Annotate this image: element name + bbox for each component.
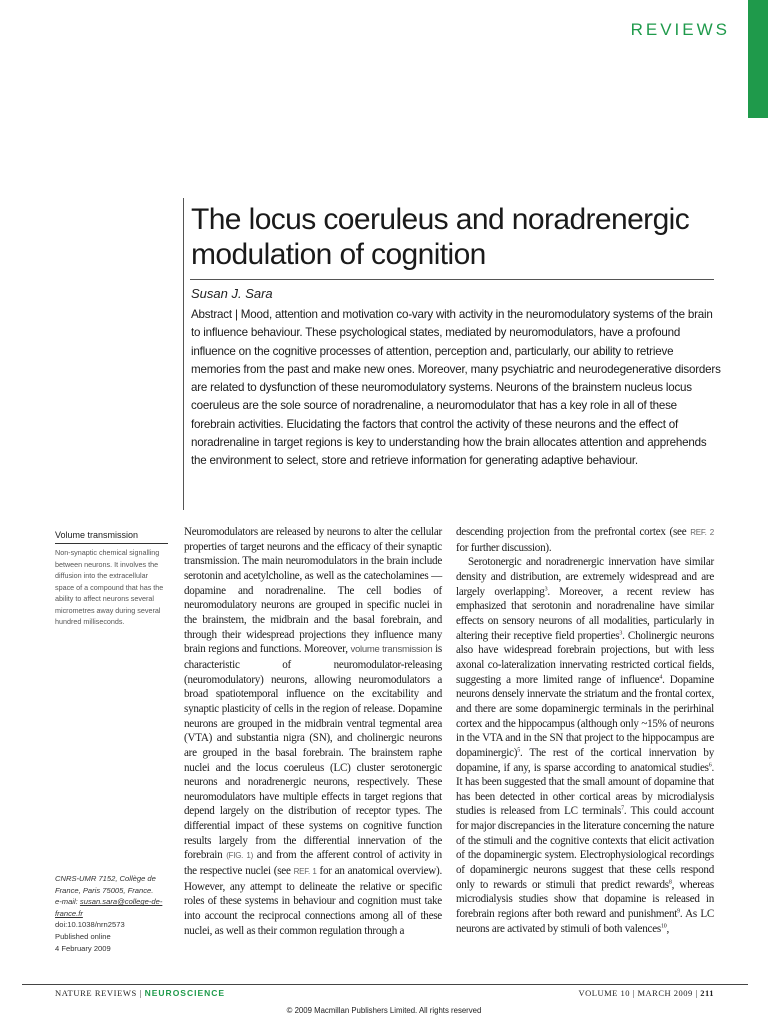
title-vertical-rule xyxy=(183,198,184,510)
figure-reference[interactable]: (FIG. 1) xyxy=(226,851,253,861)
copyright-notice: © 2009 Macmillan Publishers Limited. All rights reserved xyxy=(286,1006,482,1015)
abstract: Abstract | Mood, attention and motivation co-vary with activity in the neuromodulatory systems of the brain to influence behaviour. These psychological states, mediated by neuromodulators, have a profound influence on the cognitive processes of attention, perception and, particularly, our ability to retrieve memories from the past and make new ones. Moreover, many psychiatric and neurodegenerative disorders are related to dysfunction of these neuromodulatory systems. Neurons of the brainstem nucleus locus coeruleus are the sole source of noradrenaline, a neuromodulator that has a key role in all of these forebrain activities. Elucidating the factors that control the activity of these neurons and the effect of noradrenaline in target regions is key to understanding how the brain allocates attention and apprehends the environment to select, store and retrieve information for generating adaptive behaviour. xyxy=(191,308,721,468)
article-title: The locus coeruleus and noradrenergic modulation of cognition xyxy=(191,203,690,271)
body-paragraph: descending projection from the prefrontal cortex (see REF. 2 for further discussion). xyxy=(456,526,714,554)
footer-issue: VOLUME 10 | MARCH 2009 | 211 xyxy=(578,988,714,998)
reference-link[interactable]: REF. 1 xyxy=(293,867,317,877)
doi: doi:10.1038/nrn2573 xyxy=(55,920,125,930)
body-column-2 xyxy=(456,525,714,936)
published-date: 4 February 2009 xyxy=(55,943,111,953)
glossary-term: Volume transmission xyxy=(55,530,168,544)
affiliation-address: CNRS-UMR 7152, Collège de France, Paris 75005, France. xyxy=(55,874,156,895)
body-paragraph: Serotonergic and noradrenergic innervation have similar density and distribution, are extremely widespread and are largely overlapping$^3$. Moreover, a recent review has emphasized that serotonin and noradrenaline have similar effects on sensory neurons of all modalities, particularly in altering their receptive field properties$^3$. Cholinergic neurons also have widespread forebrain projections, but with less axonal co-lateralization innervating restricted cortical fields, suggesting a more limited range of influence$^4$. Dopamine neurons densely innervate the striatum and the frontal cortex, and there are some dopaminergic terminals in the perirhinal cortex and the hippocampus (although only ~15% of neurons in the VTA and in the SN that project to the hippocampus are dopaminergic)$^5$. The rest of the cortical innervation by dopamine, if any, is sparse according to anatomical studies$^6$. It has been suggested that the small amount of dopamine that has been detected in other cortical areas by microdialysis studies is released from LC terminals$^7$. This could account for major discrepancies in the literature concerning the nature of the stimuli and the cognitive contexts that elicit activation of the dopaminergic system. Electrophysiological recordings of dopaminergic neurons suggest that these cells respond only to rewards or stimuli that predict rewards$^8$, whereas microdialysis studies show that dopamine is released in forebrain regions after both reward and punishment$^9$. As LC neurons are activated by stimuli of both valences$^{10}$, xyxy=(456,556,714,935)
title-horizontal-rule xyxy=(190,279,714,280)
footer-journal: NATURE REVIEWS | NEUROSCIENCE xyxy=(55,988,226,998)
author-affiliation xyxy=(55,873,168,954)
published-label: Published online xyxy=(55,931,111,941)
author-name: Susan J. Sara xyxy=(191,286,273,301)
reference-link[interactable]: REF. 2 xyxy=(690,528,714,537)
affiliation-email-line xyxy=(55,896,168,919)
glossary-definition: Non-synaptic chemical signalling between neurons. It involves the diffusion into the extracellular space of a compound that has the ability to affect neurons several micrometres away during several hundred milliseconds. xyxy=(55,548,164,626)
footer-rule xyxy=(22,984,748,985)
section-label: REVIEWS xyxy=(630,20,730,39)
body-column-1 xyxy=(184,525,442,938)
page-number: 211 xyxy=(700,988,714,998)
email-label: e-mail: xyxy=(55,897,78,907)
section-color-tab xyxy=(748,0,768,118)
glossary-link-volume-transmission[interactable]: volume transmission xyxy=(350,644,433,656)
glossary-box xyxy=(55,530,168,628)
body-paragraph: Neuromodulators are released by neurons to alter the cellular properties of target neurons and the efficacy of their synaptic transmission. The main neuromodulators in the brain include serotonin and acetylcholine, as well as the catecholamines — dopamine and noradrenaline. The cell bodies of neuromodulatory neurons are grouped in specific nuclei in the brainstem, the midbrain and the basal forebrain, and through their widespread projections they influence many brain regions and functions. Moreover, volume transmission is characteristic of neuromodulator-releasing (neuromodulatory) neurons, allowing neuromodulators a broad spatiotemporal influence on the excitability and synaptic plasticity of cells in the region of release. Dopamine neurons are grouped in the midbrain ventral tegmental area (VTA) and substantia nigra (SN), and cholinergic neurons are grouped in the basal forebrain. The brainstem raphe nuclei and the locus coeruleus (LC) cluster serotonergic neurons and noradrenergic neurons, respectively. These neuromodulators have multiple effects in target regions that depend largely on the distribution of receptor types. The differential impact of these systems on cognitive function results largely from the differential innervation of the forebrain (FIG. 1) and from the afferent control of activity in the respective nuclei (see REF. 1 for an anatomical overview). However, any attempt to delineate the relative or specific roles of these systems in behaviour and cognition must take into account the reciprocal connections among all of these nuclei, as well as their common regulation through a xyxy=(184,526,442,937)
email-link[interactable]: susan.sara@college-de-france.fr xyxy=(55,897,163,918)
